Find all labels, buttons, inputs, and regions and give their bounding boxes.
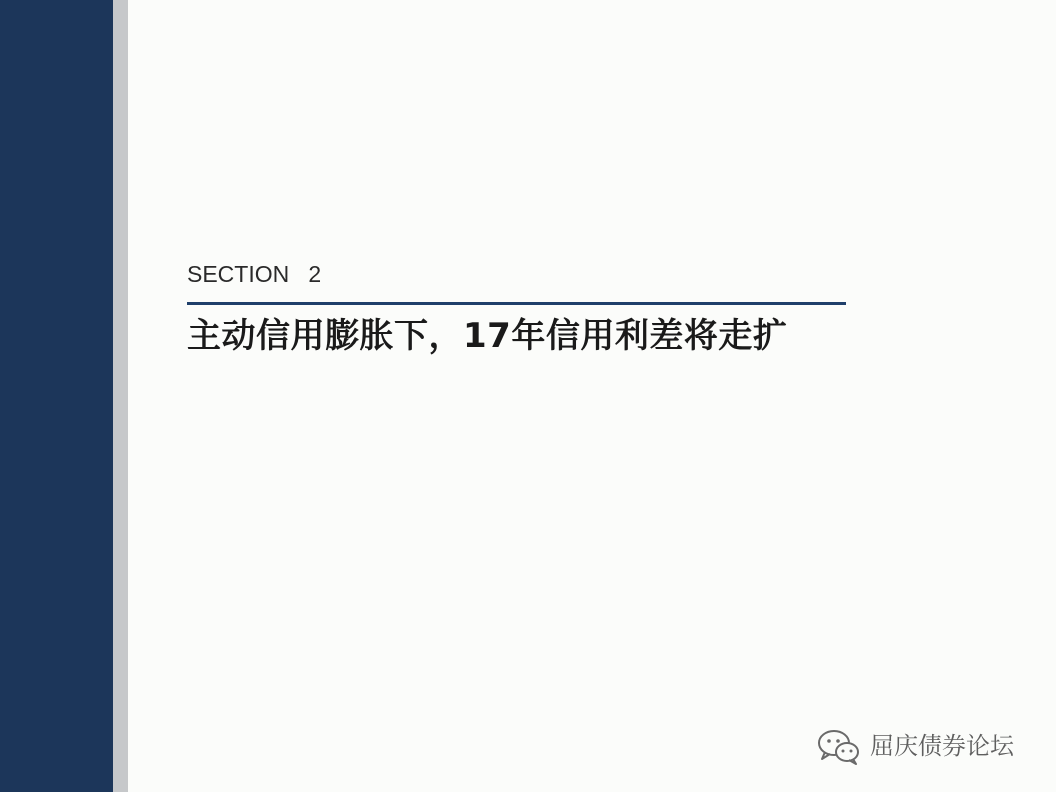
sidebar-stripe [113,0,128,792]
section-title: 主动信用膨胀下，17年信用利差将走扩 [187,316,788,356]
wechat-icon [816,726,862,766]
watermark [816,726,1014,766]
sidebar-band [0,0,113,792]
watermark-text: 屈庆债券论坛 [870,732,1014,760]
section-label: SECTION 2 [187,261,322,287]
section-divider [187,302,846,305]
